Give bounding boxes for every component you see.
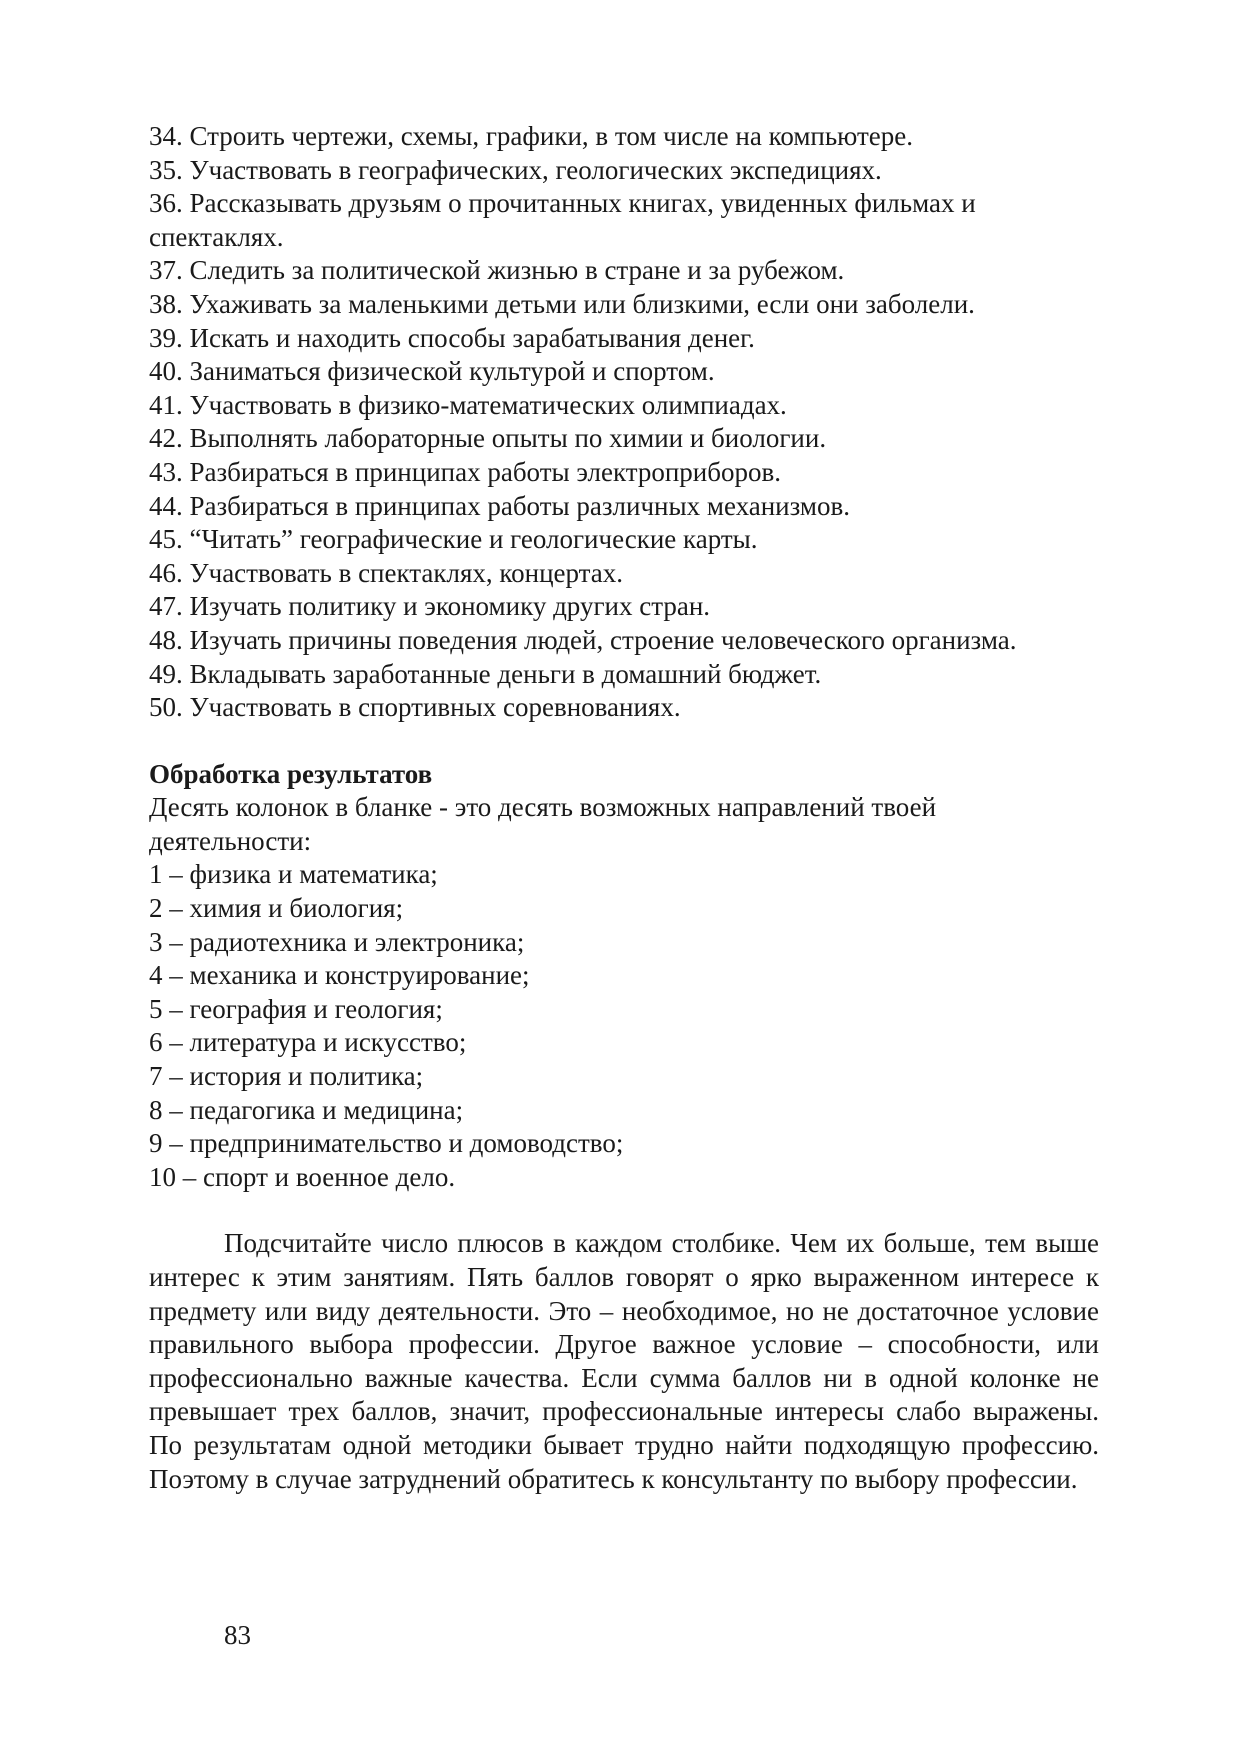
question-item-38: 38. Ухаживать за маленькими детьми или близкими, если они заболели. xyxy=(149,288,975,319)
direction-item-9: 9 – предпринимательство и домоводство; xyxy=(149,1128,624,1159)
question-item-46: 46. Участвовать в спектаклях, концертах. xyxy=(149,557,624,588)
question-item-35: 35. Участвовать в географических, геологических экспедициях. xyxy=(149,154,882,185)
question-item-48: 48. Изучать причины поведения людей, строение человеческого организма. xyxy=(149,624,1017,655)
results-paragraph: Подсчитайте число плюсов в каждом столбике. Чем их больше, тем выше интерес к этим занятиям. Пять баллов говорят о ярко выраженном интересе к предмету или виду деятельности. Это – необходимое, но не достаточное условие правильного выбора профессии. Другое важное условие – способности, или профессионально важные качества. Если сумма баллов ни в одной колонке не превышает трех баллов, значит, профессиональные интересы слабо выражены. По результатам одной методики бывает трудно найти подходящую профессию. Поэтому в случае затруднений обратитесь к консультанту по выбору профессии. xyxy=(149,1228,1099,1494)
direction-item-10: 10 – спорт и военное дело. xyxy=(149,1161,456,1192)
direction-item-8: 8 – педагогика и медицина; xyxy=(149,1094,464,1125)
section-title: Обработка результатов xyxy=(149,758,433,789)
question-item-34: 34. Строить чертежи, схемы, графики, в том числе на компьютере. xyxy=(149,121,914,151)
direction-list xyxy=(149,858,1099,1194)
question-item-47: 47. Изучать политику и экономику других стран. xyxy=(149,591,711,622)
paragraph-spacer xyxy=(149,1194,1099,1227)
question-item-41: 41. Участвовать в физико-математических олимпиадах. xyxy=(149,389,787,420)
question-item-45: 45. “Читать” географические и геологические карты. xyxy=(149,524,758,555)
question-item-43: 43. Разбираться в принципах работы электроприборов. xyxy=(149,456,781,487)
question-item-42: 42. Выполнять лабораторные опыты по химии и биологии. xyxy=(149,423,827,454)
direction-item-1: 1 – физика и математика; xyxy=(149,859,438,890)
question-item-44: 44. Разбираться в принципах работы различных механизмов. xyxy=(149,490,850,521)
direction-item-4: 4 – механика и конструирование; xyxy=(149,960,530,991)
question-item-40: 40. Заниматься физической культурой и спортом. xyxy=(149,356,715,387)
question-item-37: 37. Следить за политической жизнью в стране и за рубежом. xyxy=(149,255,845,286)
question-list xyxy=(149,120,1099,725)
document-page xyxy=(149,120,1099,1496)
section-intro: Десять колонок в бланке - это десять возможных направлений твоей деятельности: xyxy=(149,792,937,856)
question-item-50: 50. Участвовать в спортивных соревнованиях. xyxy=(149,692,681,723)
page-number: 83 xyxy=(224,1620,251,1650)
question-item-49: 49. Вкладывать заработанные деньги в домашний бюджет. xyxy=(149,658,822,689)
direction-item-3: 3 – радиотехника и электроника; xyxy=(149,926,525,957)
direction-item-2: 2 – химия и биология; xyxy=(149,893,404,924)
direction-item-5: 5 – география и геология; xyxy=(149,993,443,1024)
direction-item-7: 7 – история и политика; xyxy=(149,1061,424,1092)
question-item-39: 39. Искать и находить способы зарабатывания денег. xyxy=(149,322,755,353)
direction-item-6: 6 – литература и искусство; xyxy=(149,1027,467,1058)
question-item-36: 36. Рассказывать друзьям о прочитанных книгах, увиденных фильмах и спектаклях. xyxy=(149,188,976,252)
